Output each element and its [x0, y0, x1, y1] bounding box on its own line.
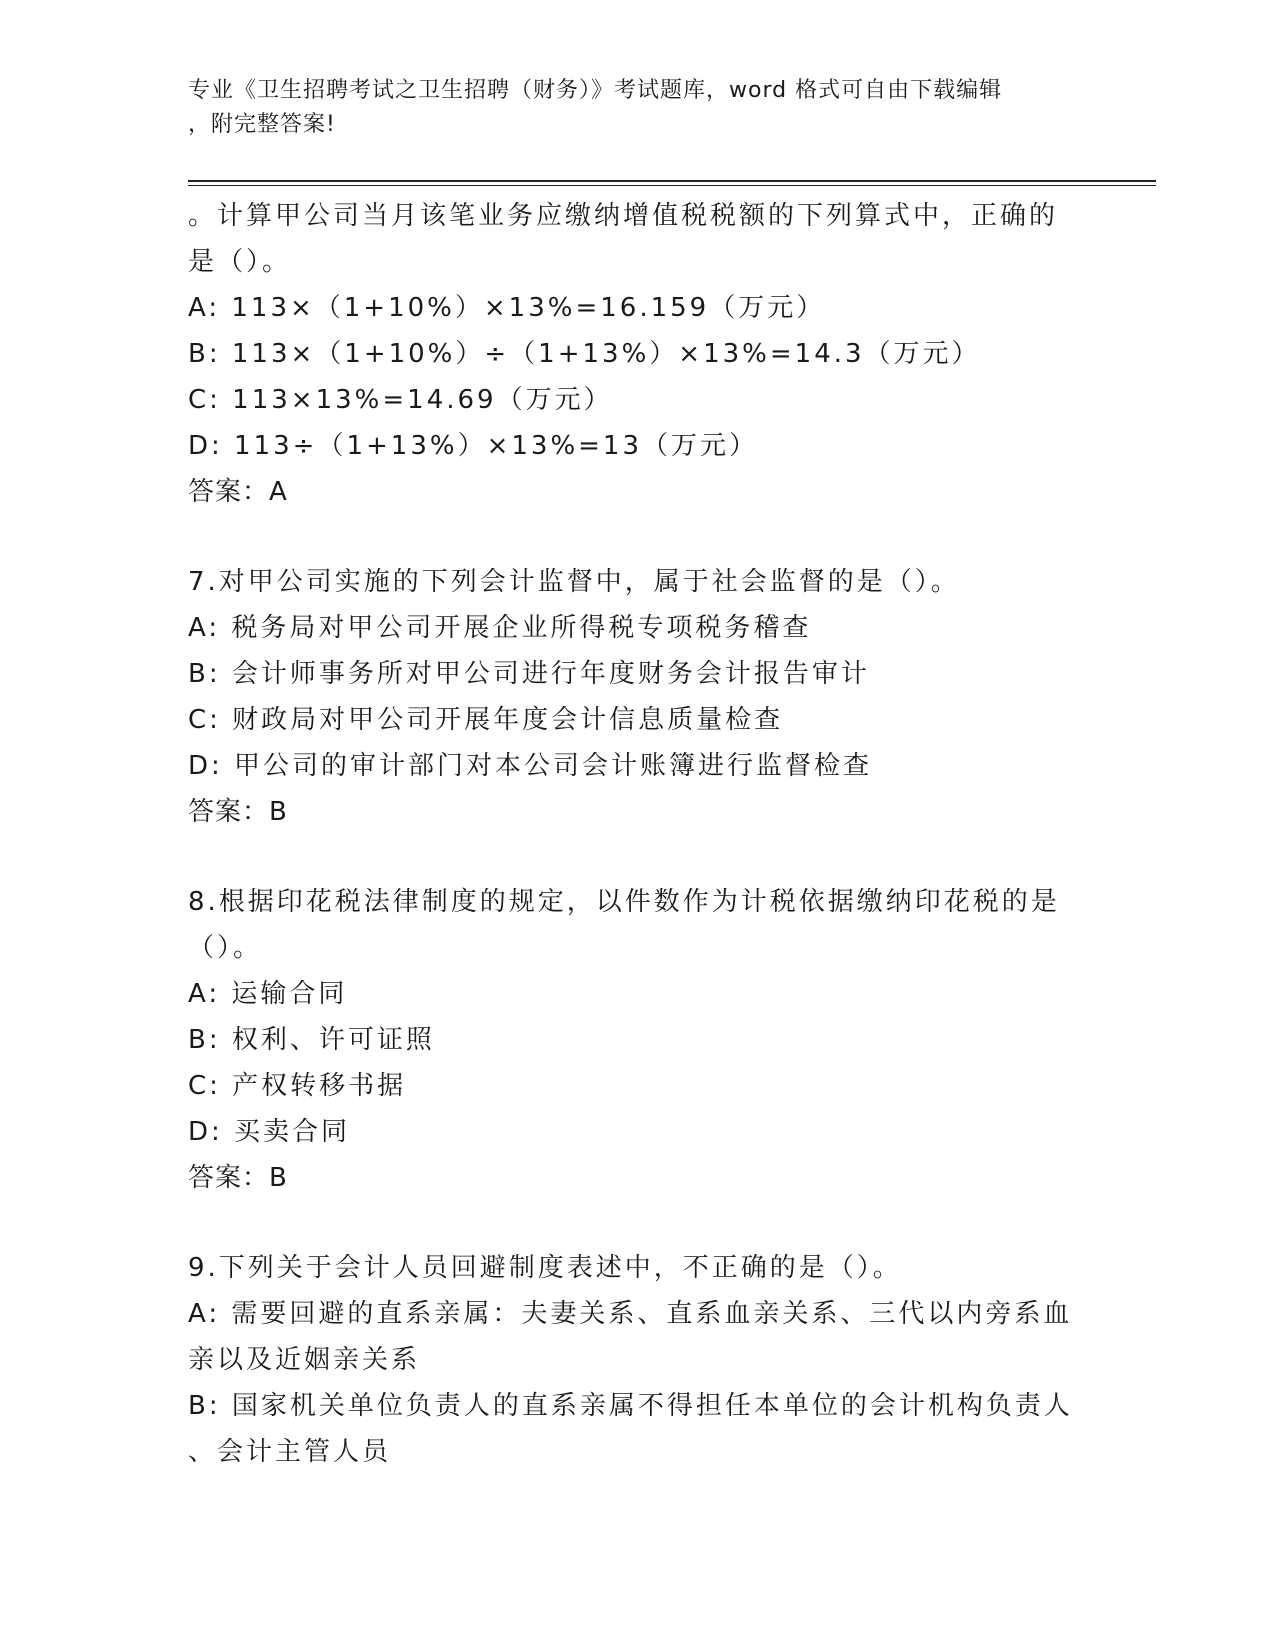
option-c: C: 产权转移书据 — [188, 1071, 407, 1101]
answer-label: 答案：B — [188, 1163, 288, 1193]
question-6 — [188, 193, 1088, 515]
option-a: A: 113×（1+10%）×13%=16.159（万元） — [188, 293, 826, 323]
option-d: D: 113÷（1+13%）×13%=13（万元） — [188, 431, 759, 461]
option-b: B: 国家机关单位负责人的直系亲属不得担任本单位的会计机构负责人 — [188, 1391, 1073, 1421]
option-b: B: 会计师事务所对甲公司进行年度财务会计报告审计 — [188, 659, 870, 689]
option-a-continued: 亲以及近姻亲关系 — [188, 1345, 421, 1375]
option-a: A: 运输合同 — [188, 979, 348, 1009]
question-stem: 7.对甲公司实施的下列会计监督中，属于社会监督的是（）。 — [188, 567, 960, 597]
option-d: D: 买卖合同 — [188, 1117, 351, 1147]
option-b: B: 113×（1+10%）÷（1+13%）×13%=14.3（万元） — [188, 339, 981, 369]
option-a: A: 税务局对甲公司开展企业所得税专项税务稽查 — [188, 613, 812, 643]
question-stem: 9.下列关于会计人员回避制度表述中，不正确的是（）。 — [188, 1253, 902, 1283]
answer-label: 答案：A — [188, 477, 288, 507]
question-8 — [188, 879, 1088, 1201]
question-9 — [188, 1245, 1088, 1475]
option-d: D: 甲公司的审计部门对本公司会计账簿进行监督检查 — [188, 751, 873, 781]
question-stem: 8.根据印花税法律制度的规定，以件数作为计税依据缴纳印花税的是 — [188, 887, 1060, 917]
question-7 — [188, 559, 1088, 835]
question-stem-continued: 是（）。 — [188, 247, 292, 277]
question-list — [188, 193, 1088, 1475]
option-a: A: 需要回避的直系亲属：夫妻关系、直系血亲关系、三代以内旁系血 — [188, 1299, 1073, 1329]
document-header — [188, 74, 1088, 142]
option-b: B: 权利、许可证照 — [188, 1025, 435, 1055]
header-divider — [188, 180, 1156, 186]
option-b-continued: 、会计主管人员 — [188, 1437, 392, 1467]
option-c: C: 113×13%=14.69（万元） — [188, 385, 613, 415]
header-title-line-2: ，附完整答案! — [188, 112, 336, 137]
question-spacer — [188, 1201, 1088, 1245]
question-spacer — [188, 515, 1088, 559]
question-spacer — [188, 835, 1088, 879]
answer-label: 答案：B — [188, 797, 288, 827]
header-title-line-1: 专业《卫生招聘考试之卫生招聘（财务）》考试题库，word 格式可自由下载编辑 — [188, 78, 1003, 103]
question-stem: 。计算甲公司当月该笔业务应缴纳增值税税额的下列算式中，正确的 — [188, 201, 1059, 231]
option-c: C: 财政局对甲公司开展年度会计信息质量检查 — [188, 705, 784, 735]
question-stem-continued: （）。 — [188, 933, 263, 963]
